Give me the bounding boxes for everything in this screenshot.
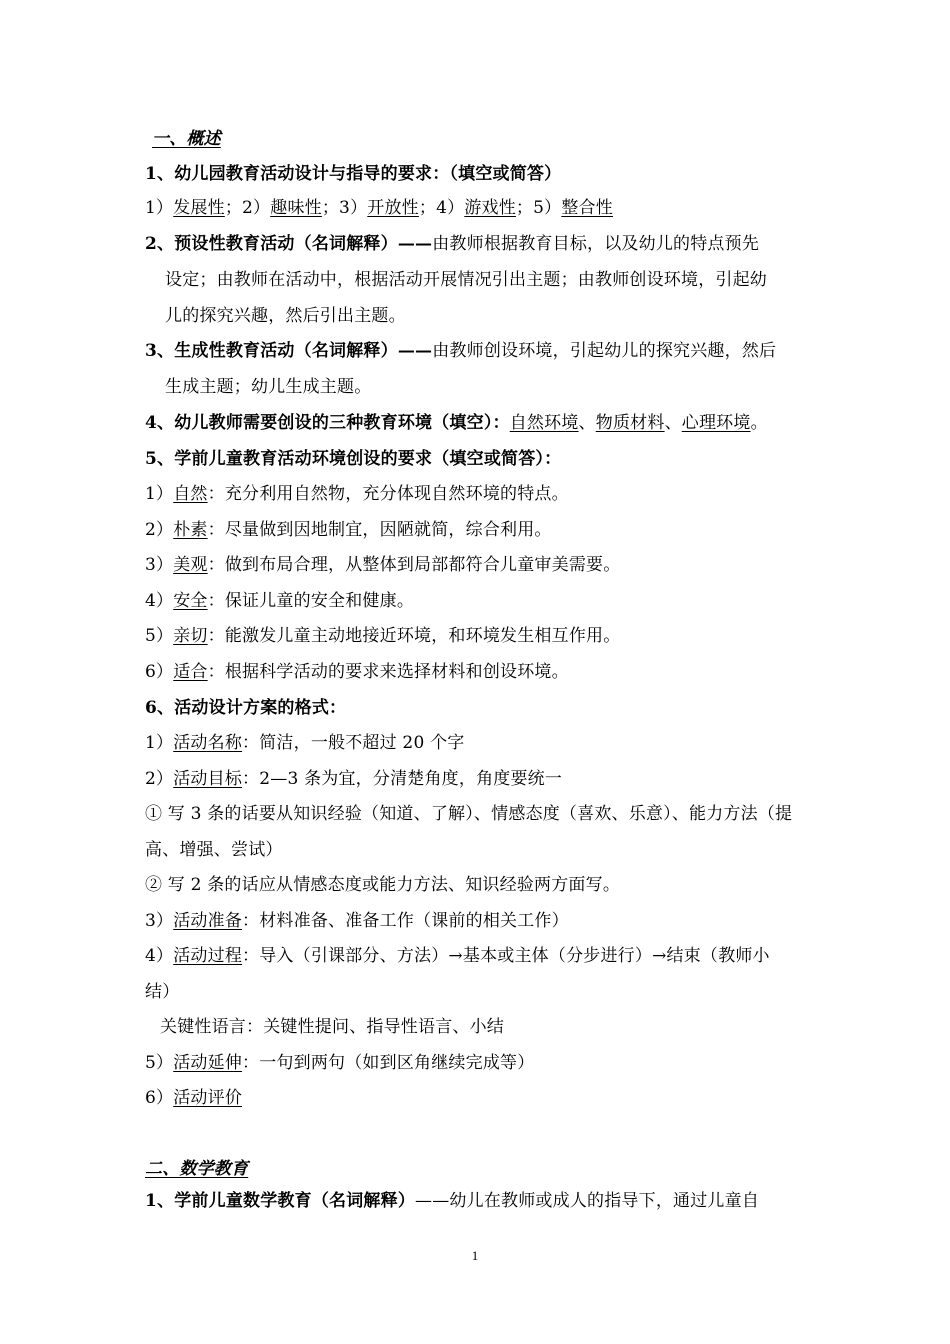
item3-text: 由教师创设环境，引起幼儿的探究兴趣，然后 (432, 341, 777, 361)
list-num: 1） (145, 733, 174, 753)
list-term: 活动评价 (173, 1088, 243, 1108)
list-desc: ：做到布局合理，从整体到局部都符合儿童审美需要。 (207, 555, 621, 575)
answer-term: 整合性 (561, 198, 613, 218)
list-term: 活动名称 (173, 733, 243, 753)
list-desc: ：简洁，一般不超过 20 个字 (242, 733, 465, 753)
list-num: 2） (145, 520, 174, 540)
list-desc: ：材料准备、准备工作（课前的相关工作） (242, 911, 569, 931)
list-term: 亲切 (173, 626, 208, 646)
list-term: 活动延伸 (173, 1053, 243, 1073)
list-num: 2） (145, 769, 174, 789)
answer-term: 心理环境 (681, 413, 751, 433)
circled-item-1-line1: ① 写 3 条的话要从知识经验（知道、了解）、情感态度（喜欢、乐意）、能力方法（提 (145, 804, 793, 824)
item2-line2: 设定；由教师在活动中，根据活动开展情况引出主题；由教师创设环境，引起幼 (165, 270, 767, 290)
list-item (145, 519, 552, 541)
answer-num: ；4） (418, 198, 465, 218)
section-heading-overview: 一、概述 (152, 129, 221, 149)
item6-title: 6、活动设计方案的格式： (145, 698, 347, 718)
item3-line1 (145, 340, 776, 362)
list-num: 1） (145, 484, 174, 504)
period: 。 (750, 413, 768, 433)
separator: 、 (664, 413, 682, 433)
answer-num: ；5） (515, 198, 562, 218)
list-num: 4） (145, 591, 174, 611)
list-desc: ：充分利用自然物，充分体现自然环境的特点。 (207, 484, 569, 504)
section2-item1-title: 1、学前儿童数学教育（名词解释） (145, 1191, 416, 1211)
list-desc: ：能激发儿童主动地接近环境，和环境发生相互作用。 (207, 626, 621, 646)
answer-term: 游戏性 (464, 198, 516, 218)
key-language: 关键性语言：关键性提问、指导性语言、小结 (160, 1017, 504, 1037)
item3-title: 3、生成性教育活动（名词解释）—— (145, 341, 433, 361)
list-num: 3） (145, 555, 174, 575)
list-num: 5） (145, 626, 174, 646)
item2-text: 由教师根据教育目标，以及幼儿的特点预先 (432, 234, 760, 254)
list-num: 4） (145, 946, 174, 966)
list-num: 6） (145, 1088, 174, 1108)
list-item (145, 1087, 242, 1109)
list-item (145, 554, 620, 576)
item5-title: 5、学前儿童教育活动环境创设的要求（填空或简答）： (145, 449, 562, 469)
section-heading-math: 二、数学教育 (145, 1159, 249, 1179)
list-item (145, 945, 770, 967)
answer-term: 物质材料 (595, 413, 665, 433)
item1-title: 1、幼儿园教育活动设计与指导的要求：（填空或简答） (145, 164, 562, 184)
circled-item-1-line2: 高、增强、尝试） (145, 840, 283, 860)
list-item (145, 732, 464, 754)
section2-item1-text: ——幼儿在教师或成人的指导下，通过儿童自 (415, 1191, 760, 1211)
item2-line1 (145, 233, 759, 255)
list-item (145, 1052, 534, 1074)
separator: 、 (578, 413, 596, 433)
item3-line2: 生成主题；幼儿生成主题。 (165, 377, 372, 397)
list-term: 朴素 (173, 520, 208, 540)
list-item-continuation: 结） (145, 982, 180, 1002)
answer-term: 发展性 (173, 198, 225, 218)
list-desc: ：尽量做到因地制宜，因陋就简，综合利用。 (207, 520, 552, 540)
list-desc: ：导入（引课部分、方法）→基本或主体（分步进行）→结束（教师小 (242, 946, 770, 966)
list-item (145, 590, 414, 612)
list-term: 活动目标 (173, 769, 243, 789)
list-term: 活动过程 (173, 946, 243, 966)
list-item (145, 625, 620, 647)
list-num: 6） (145, 662, 174, 682)
answer-num: 1） (145, 198, 174, 218)
list-item (145, 483, 569, 505)
list-term: 适合 (173, 662, 208, 682)
item2-title: 2、预设性教育活动（名词解释）—— (145, 234, 433, 254)
list-desc: ：一句到两句（如到区角继续完成等） (242, 1053, 535, 1073)
list-desc: ：保证儿童的安全和健康。 (207, 591, 415, 611)
list-desc: ：2—3 条为宜，分清楚角度，角度要统一 (242, 769, 563, 789)
list-term: 活动准备 (173, 911, 243, 931)
list-term: 自然 (173, 484, 208, 504)
item2-line3: 儿的探究兴趣，然后引出主题。 (165, 306, 406, 326)
list-term: 安全 (173, 591, 208, 611)
list-num: 3） (145, 911, 174, 931)
answer-num: ；2） (224, 198, 271, 218)
list-desc: ：根据科学活动的要求来选择材料和创设环境。 (207, 662, 569, 682)
answer-term: 自然环境 (509, 413, 579, 433)
circled-item-2: ② 写 2 条的话应从情感态度或能力方法、知识经验两方面写。 (145, 875, 621, 895)
item4-title: 4、幼儿教师需要创设的三种教育环境（填空）： (145, 413, 510, 433)
item1-answers (145, 197, 613, 219)
answer-term: 开放性 (367, 198, 419, 218)
answer-term: 趣味性 (270, 198, 322, 218)
list-item (145, 661, 569, 683)
list-term: 美观 (173, 555, 208, 575)
list-item (145, 910, 569, 932)
page-number: 1 (471, 1248, 479, 1263)
answer-num: ；3） (321, 198, 368, 218)
list-item (145, 768, 562, 790)
item4-line (145, 412, 768, 434)
list-num: 5） (145, 1053, 174, 1073)
section2-item1 (145, 1190, 759, 1212)
